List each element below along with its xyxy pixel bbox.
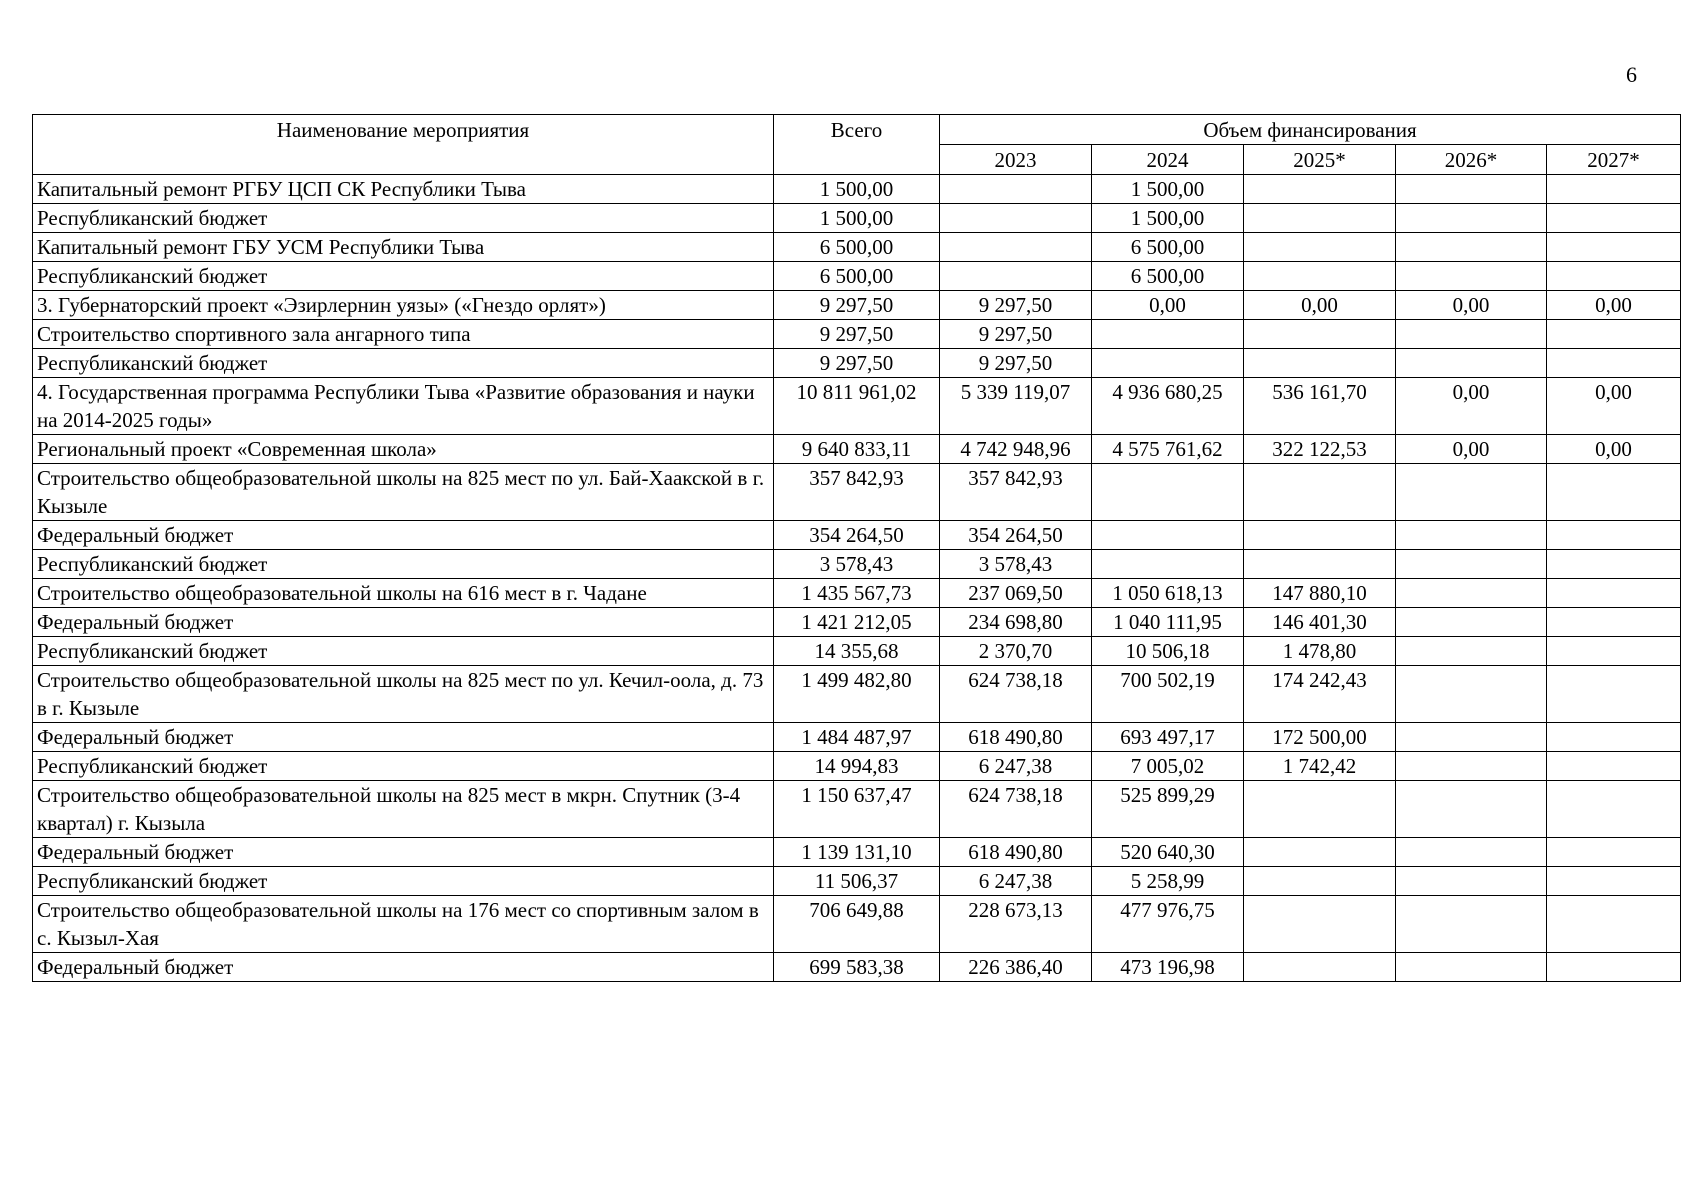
cell-2027 xyxy=(1547,867,1681,896)
cell-2023: 9 297,50 xyxy=(940,320,1092,349)
cell-2026 xyxy=(1396,464,1547,521)
cell-2026: 0,00 xyxy=(1396,435,1547,464)
cell-2023: 2 370,70 xyxy=(940,637,1092,666)
table-row xyxy=(33,723,1681,752)
cell-total: 354 264,50 xyxy=(774,521,940,550)
cell-2024 xyxy=(1092,320,1244,349)
cell-total: 10 811 961,02 xyxy=(774,378,940,435)
cell-total: 9 297,50 xyxy=(774,320,940,349)
table-row xyxy=(33,233,1681,262)
cell-2026 xyxy=(1396,953,1547,982)
cell-2024: 520 640,30 xyxy=(1092,838,1244,867)
cell-2025: 147 880,10 xyxy=(1244,579,1396,608)
cell-2025 xyxy=(1244,953,1396,982)
cell-2026 xyxy=(1396,204,1547,233)
cell-2025: 536 161,70 xyxy=(1244,378,1396,435)
cell-2026 xyxy=(1396,175,1547,204)
cell-2023 xyxy=(940,233,1092,262)
row-name: Республиканский бюджет xyxy=(33,867,774,896)
cell-2026 xyxy=(1396,262,1547,291)
table-row xyxy=(33,896,1681,953)
cell-total: 11 506,37 xyxy=(774,867,940,896)
header-name: Наименование мероприятия xyxy=(33,115,774,175)
table-row xyxy=(33,781,1681,838)
table-row xyxy=(33,320,1681,349)
cell-2023: 9 297,50 xyxy=(940,291,1092,320)
row-name: Капитальный ремонт ГБУ УСМ Республики Тыва xyxy=(33,233,774,262)
cell-2023 xyxy=(940,175,1092,204)
cell-2024: 1 040 111,95 xyxy=(1092,608,1244,637)
header-year-2025: 2025* xyxy=(1244,145,1396,175)
row-name: Строительство общеобразовательной школы на 825 мест по ул. Кечил-оола, д. 73 в г. Кызыле xyxy=(33,666,774,723)
cell-2025 xyxy=(1244,233,1396,262)
cell-2027 xyxy=(1547,723,1681,752)
cell-2026 xyxy=(1396,666,1547,723)
page-number: 6 xyxy=(1626,62,1637,87)
cell-total: 1 139 131,10 xyxy=(774,838,940,867)
cell-2025: 1 742,42 xyxy=(1244,752,1396,781)
cell-total: 1 499 482,80 xyxy=(774,666,940,723)
row-name: Строительство общеобразовательной школы на 176 мест со спортивным залом в с. Кызыл-Хая xyxy=(33,896,774,953)
cell-2023: 226 386,40 xyxy=(940,953,1092,982)
cell-2025 xyxy=(1244,320,1396,349)
table-row xyxy=(33,464,1681,521)
cell-2026 xyxy=(1396,233,1547,262)
cell-total: 1 435 567,73 xyxy=(774,579,940,608)
cell-2024: 7 005,02 xyxy=(1092,752,1244,781)
header-year-2023: 2023 xyxy=(940,145,1092,175)
cell-2026 xyxy=(1396,896,1547,953)
cell-2024: 477 976,75 xyxy=(1092,896,1244,953)
cell-2025: 1 478,80 xyxy=(1244,637,1396,666)
table-row xyxy=(33,262,1681,291)
row-name: Республиканский бюджет xyxy=(33,752,774,781)
cell-2027 xyxy=(1547,752,1681,781)
cell-2026 xyxy=(1396,867,1547,896)
table-row xyxy=(33,175,1681,204)
cell-2027 xyxy=(1547,666,1681,723)
cell-2026 xyxy=(1396,838,1547,867)
cell-2026 xyxy=(1396,752,1547,781)
cell-2027: 0,00 xyxy=(1547,291,1681,320)
cell-2026 xyxy=(1396,608,1547,637)
cell-total: 14 355,68 xyxy=(774,637,940,666)
cell-2026 xyxy=(1396,723,1547,752)
cell-total: 357 842,93 xyxy=(774,464,940,521)
row-name: Республиканский бюджет xyxy=(33,550,774,579)
cell-2025: 172 500,00 xyxy=(1244,723,1396,752)
row-name: Федеральный бюджет xyxy=(33,521,774,550)
cell-2024 xyxy=(1092,464,1244,521)
cell-total: 1 500,00 xyxy=(774,175,940,204)
cell-2024: 525 899,29 xyxy=(1092,781,1244,838)
table-row xyxy=(33,838,1681,867)
row-name: Строительство общеобразовательной школы на 825 мест по ул. Бай-Хаакской в г. Кызыле xyxy=(33,464,774,521)
cell-2024 xyxy=(1092,349,1244,378)
cell-total: 14 994,83 xyxy=(774,752,940,781)
cell-2025: 322 122,53 xyxy=(1244,435,1396,464)
row-name: 4. Государственная программа Республики Тыва «Развитие образования и науки на 2014-2025 годы» xyxy=(33,378,774,435)
cell-2023: 624 738,18 xyxy=(940,781,1092,838)
cell-total: 1 484 487,97 xyxy=(774,723,940,752)
table-row xyxy=(33,291,1681,320)
row-name: Республиканский бюджет xyxy=(33,637,774,666)
cell-2027: 0,00 xyxy=(1547,435,1681,464)
cell-2027 xyxy=(1547,781,1681,838)
table-row xyxy=(33,435,1681,464)
cell-2024: 5 258,99 xyxy=(1092,867,1244,896)
cell-2026: 0,00 xyxy=(1396,291,1547,320)
cell-total: 1 421 212,05 xyxy=(774,608,940,637)
financing-table xyxy=(32,114,1681,982)
cell-2023: 618 490,80 xyxy=(940,838,1092,867)
cell-2023: 228 673,13 xyxy=(940,896,1092,953)
cell-2024: 6 500,00 xyxy=(1092,233,1244,262)
table-body xyxy=(33,175,1681,982)
row-name: Республиканский бюджет xyxy=(33,204,774,233)
table-row xyxy=(33,550,1681,579)
cell-2027 xyxy=(1547,608,1681,637)
table-row xyxy=(33,637,1681,666)
cell-2023: 234 698,80 xyxy=(940,608,1092,637)
row-name: Строительство спортивного зала ангарного типа xyxy=(33,320,774,349)
table-row xyxy=(33,608,1681,637)
cell-2023: 354 264,50 xyxy=(940,521,1092,550)
row-name: Федеральный бюджет xyxy=(33,838,774,867)
cell-2026 xyxy=(1396,521,1547,550)
cell-2026: 0,00 xyxy=(1396,378,1547,435)
table-row xyxy=(33,349,1681,378)
cell-2024: 700 502,19 xyxy=(1092,666,1244,723)
header-year-2024: 2024 xyxy=(1092,145,1244,175)
cell-total: 6 500,00 xyxy=(774,233,940,262)
cell-2027 xyxy=(1547,953,1681,982)
header-total: Всего xyxy=(774,115,940,175)
cell-2025: 0,00 xyxy=(1244,291,1396,320)
table-row xyxy=(33,666,1681,723)
cell-total: 1 150 637,47 xyxy=(774,781,940,838)
cell-2026 xyxy=(1396,349,1547,378)
cell-2026 xyxy=(1396,637,1547,666)
cell-total: 706 649,88 xyxy=(774,896,940,953)
cell-2026 xyxy=(1396,320,1547,349)
table-row xyxy=(33,521,1681,550)
cell-total: 9 297,50 xyxy=(774,349,940,378)
cell-2025 xyxy=(1244,204,1396,233)
cell-2024 xyxy=(1092,521,1244,550)
cell-2025 xyxy=(1244,349,1396,378)
cell-2027 xyxy=(1547,637,1681,666)
cell-2025: 174 242,43 xyxy=(1244,666,1396,723)
cell-2024: 0,00 xyxy=(1092,291,1244,320)
cell-2023: 4 742 948,96 xyxy=(940,435,1092,464)
table-row xyxy=(33,867,1681,896)
cell-2026 xyxy=(1396,550,1547,579)
cell-2025 xyxy=(1244,464,1396,521)
cell-2023 xyxy=(940,204,1092,233)
cell-2023: 5 339 119,07 xyxy=(940,378,1092,435)
row-name: Капитальный ремонт РГБУ ЦСП СК Республики Тыва xyxy=(33,175,774,204)
cell-2024: 1 500,00 xyxy=(1092,175,1244,204)
table-row xyxy=(33,579,1681,608)
cell-2026 xyxy=(1396,579,1547,608)
table-row xyxy=(33,378,1681,435)
cell-2024: 6 500,00 xyxy=(1092,262,1244,291)
cell-total: 9 640 833,11 xyxy=(774,435,940,464)
row-name: Федеральный бюджет xyxy=(33,608,774,637)
cell-2024: 1 500,00 xyxy=(1092,204,1244,233)
cell-2024: 4 936 680,25 xyxy=(1092,378,1244,435)
row-name: Строительство общеобразовательной школы на 825 мест в мкрн. Спутник (3-4 квартал) г. Кызыла xyxy=(33,781,774,838)
cell-2023: 6 247,38 xyxy=(940,752,1092,781)
table-header xyxy=(33,115,1681,175)
cell-2027 xyxy=(1547,204,1681,233)
cell-2025 xyxy=(1244,867,1396,896)
cell-2025 xyxy=(1244,781,1396,838)
cell-2027 xyxy=(1547,320,1681,349)
cell-2027 xyxy=(1547,349,1681,378)
cell-2023: 357 842,93 xyxy=(940,464,1092,521)
row-name: Республиканский бюджет xyxy=(33,262,774,291)
cell-2027 xyxy=(1547,838,1681,867)
cell-total: 3 578,43 xyxy=(774,550,940,579)
cell-2024: 4 575 761,62 xyxy=(1092,435,1244,464)
row-name: Региональный проект «Современная школа» xyxy=(33,435,774,464)
cell-2023: 624 738,18 xyxy=(940,666,1092,723)
cell-2027 xyxy=(1547,175,1681,204)
cell-2027 xyxy=(1547,550,1681,579)
cell-2025 xyxy=(1244,550,1396,579)
cell-2025 xyxy=(1244,838,1396,867)
cell-2025 xyxy=(1244,175,1396,204)
cell-2023: 6 247,38 xyxy=(940,867,1092,896)
row-name: Федеральный бюджет xyxy=(33,953,774,982)
header-funding: Объем финансирования xyxy=(940,115,1681,145)
header-year-2027: 2027* xyxy=(1547,145,1681,175)
cell-total: 9 297,50 xyxy=(774,291,940,320)
cell-total: 6 500,00 xyxy=(774,262,940,291)
cell-2023: 3 578,43 xyxy=(940,550,1092,579)
cell-2024 xyxy=(1092,550,1244,579)
cell-2027 xyxy=(1547,262,1681,291)
cell-2024: 1 050 618,13 xyxy=(1092,579,1244,608)
cell-2027 xyxy=(1547,579,1681,608)
cell-2025: 146 401,30 xyxy=(1244,608,1396,637)
cell-2027 xyxy=(1547,521,1681,550)
cell-2023 xyxy=(940,262,1092,291)
row-name: Строительство общеобразовательной школы на 616 мест в г. Чадане xyxy=(33,579,774,608)
cell-2027 xyxy=(1547,233,1681,262)
table-row xyxy=(33,752,1681,781)
cell-2024: 10 506,18 xyxy=(1092,637,1244,666)
cell-2027 xyxy=(1547,896,1681,953)
cell-2023: 9 297,50 xyxy=(940,349,1092,378)
row-name: Республиканский бюджет xyxy=(33,349,774,378)
row-name: Федеральный бюджет xyxy=(33,723,774,752)
cell-2023: 618 490,80 xyxy=(940,723,1092,752)
cell-total: 1 500,00 xyxy=(774,204,940,233)
cell-2024: 473 196,98 xyxy=(1092,953,1244,982)
cell-2023: 237 069,50 xyxy=(940,579,1092,608)
cell-2027: 0,00 xyxy=(1547,378,1681,435)
cell-2025 xyxy=(1244,896,1396,953)
cell-2024: 693 497,17 xyxy=(1092,723,1244,752)
row-name: 3. Губернаторский проект «Эзирлернин уязы» («Гнездо орлят») xyxy=(33,291,774,320)
table-row xyxy=(33,953,1681,982)
cell-2027 xyxy=(1547,464,1681,521)
cell-total: 699 583,38 xyxy=(774,953,940,982)
cell-2025 xyxy=(1244,521,1396,550)
header-year-2026: 2026* xyxy=(1396,145,1547,175)
table-row xyxy=(33,204,1681,233)
cell-2026 xyxy=(1396,781,1547,838)
cell-2025 xyxy=(1244,262,1396,291)
